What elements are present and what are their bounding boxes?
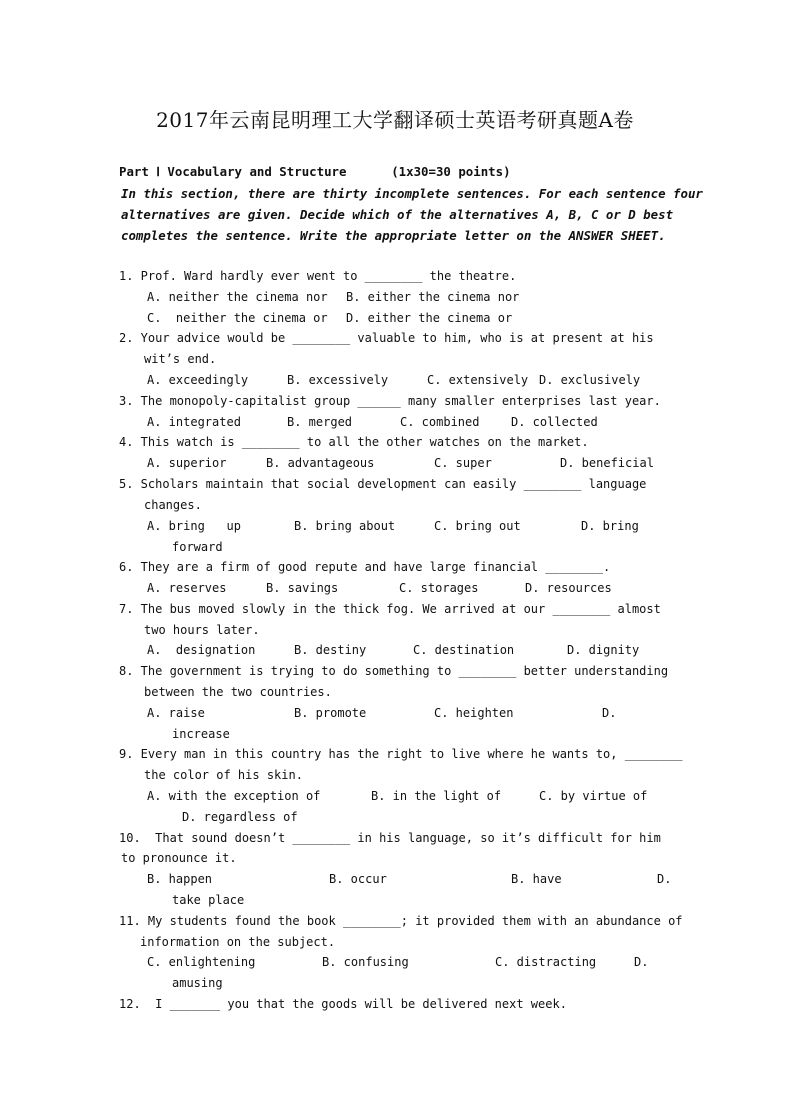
question-11-stem-cont: information on the subject. (140, 935, 336, 949)
question-6-option-c: C. storages (399, 581, 479, 595)
question-11-stem: 11. My students found the book ________; it provided them with an abundance of (119, 914, 683, 928)
question-1-option-d: D. either the cinema or (346, 311, 513, 325)
instruction-line: alternatives are given. Decide which of the alternatives A, B, C or D best (121, 207, 674, 222)
question-2-option-d: D. exclusively (539, 373, 641, 387)
question-9-option-a: A. with the exception of (147, 789, 321, 803)
question-10-stem-cont: to pronounce it. (121, 851, 237, 865)
question-4-option-a: A. superior (147, 456, 227, 470)
instruction-line: completes the sentence. Write the appropriate letter on the ANSWER SHEET. (121, 228, 666, 243)
question-5-stem-cont: changes. (144, 498, 202, 512)
question-11-option-d-cont: amusing (172, 976, 223, 990)
question-8-option-a: A. raise (147, 706, 205, 720)
question-3-option-d: D. collected (511, 415, 598, 429)
question-10-option-d-cont: take place (172, 893, 245, 907)
question-8-stem: 8. The government is trying to do something to ________ better understanding (119, 664, 669, 678)
question-5-option-c: C. bring out (434, 519, 521, 533)
question-7-option-d: D. dignity (567, 643, 640, 657)
question-9-option-b: B. in the light of (371, 789, 502, 803)
question-2-stem: 2. Your advice would be ________ valuable to him, who is at present at his (119, 331, 654, 345)
question-10-option-c: B. have (511, 872, 562, 886)
question-9-stem-cont: the color of his skin. (144, 768, 303, 782)
question-10-option-d: D. (657, 872, 672, 886)
question-7-option-b: B. destiny (294, 643, 367, 657)
question-6-stem: 6. They are a firm of good repute and have large financial ________. (119, 560, 611, 574)
question-10-option-a: B. happen (147, 872, 213, 886)
question-5-option-d-cont: forward (172, 540, 223, 554)
question-6-option-d: D. resources (525, 581, 612, 595)
question-7-option-a: A. designation (147, 643, 256, 657)
question-7-stem-cont: two hours later. (144, 623, 260, 637)
question-2-option-b: B. excessively (287, 373, 389, 387)
question-7-option-c: C. destination (413, 643, 515, 657)
question-10-stem: 10. That sound doesn’t ________ in his language, so it’s difficult for him (119, 831, 661, 845)
question-8-option-d-cont: increase (172, 727, 230, 741)
question-4-option-b: B. advantageous (266, 456, 375, 470)
question-2-option-c: C. extensively (427, 373, 529, 387)
question-8-option-b: B. promote (294, 706, 367, 720)
question-5-option-a: A. bring up (147, 519, 241, 533)
question-3-option-b: B. merged (287, 415, 353, 429)
question-1-option-c: C. neither the cinema or (147, 311, 328, 325)
question-1-option-a: A. neither the cinema nor (147, 290, 328, 304)
page-title: 2017年云南昆明理工大学翻译硕士英语考研真题A卷 (156, 108, 634, 132)
question-4-option-d: D. beneficial (560, 456, 654, 470)
question-3-option-a: A. integrated (147, 415, 241, 429)
question-6-option-a: A. reserves (147, 581, 227, 595)
question-3-stem: 3. The monopoly-capitalist group ______ many smaller enterprises last year. (119, 394, 661, 408)
question-1-option-b: B. either the cinema nor (346, 290, 520, 304)
instruction-line: In this section, there are thirty incomplete sentences. For each sentence four (121, 186, 703, 201)
part-header: Part Ⅰ Vocabulary and Structure (1x30=30 points) (119, 164, 511, 179)
question-11-option-a: C. enlightening (147, 955, 256, 969)
question-5-stem: 5. Scholars maintain that social development can easily ________ language (119, 477, 647, 491)
question-9-option-d: D. regardless of (182, 810, 298, 824)
question-7-stem: 7. The bus moved slowly in the thick fog. We arrived at our ________ almost (119, 602, 661, 616)
question-11-option-d: D. (634, 955, 649, 969)
question-11-option-c: C. distracting (495, 955, 597, 969)
question-8-stem-cont: between the two countries. (144, 685, 332, 699)
question-10-option-b: B. occur (329, 872, 387, 886)
question-2-stem-cont: wit’s end. (144, 352, 217, 366)
question-6-option-b: B. savings (266, 581, 339, 595)
question-9-option-c: C. by virtue of (539, 789, 648, 803)
question-8-option-c: C. heighten (434, 706, 514, 720)
question-9-stem: 9. Every man in this country has the right to live where he wants to, ________ (119, 747, 683, 761)
question-4-option-c: C. super (434, 456, 492, 470)
question-5-option-d: D. bring (581, 519, 639, 533)
question-2-option-a: A. exceedingly (147, 373, 249, 387)
question-11-option-b: B. confusing (322, 955, 409, 969)
question-12-stem: 12. I _______ you that the goods will be delivered next week. (119, 997, 567, 1011)
question-5-option-b: B. bring about (294, 519, 396, 533)
question-3-option-c: C. combined (400, 415, 480, 429)
question-4-stem: 4. This watch is ________ to all the other watches on the market. (119, 435, 589, 449)
question-8-option-d: D. (602, 706, 617, 720)
question-1-stem: 1. Prof. Ward hardly ever went to ________ the theatre. (119, 269, 517, 283)
